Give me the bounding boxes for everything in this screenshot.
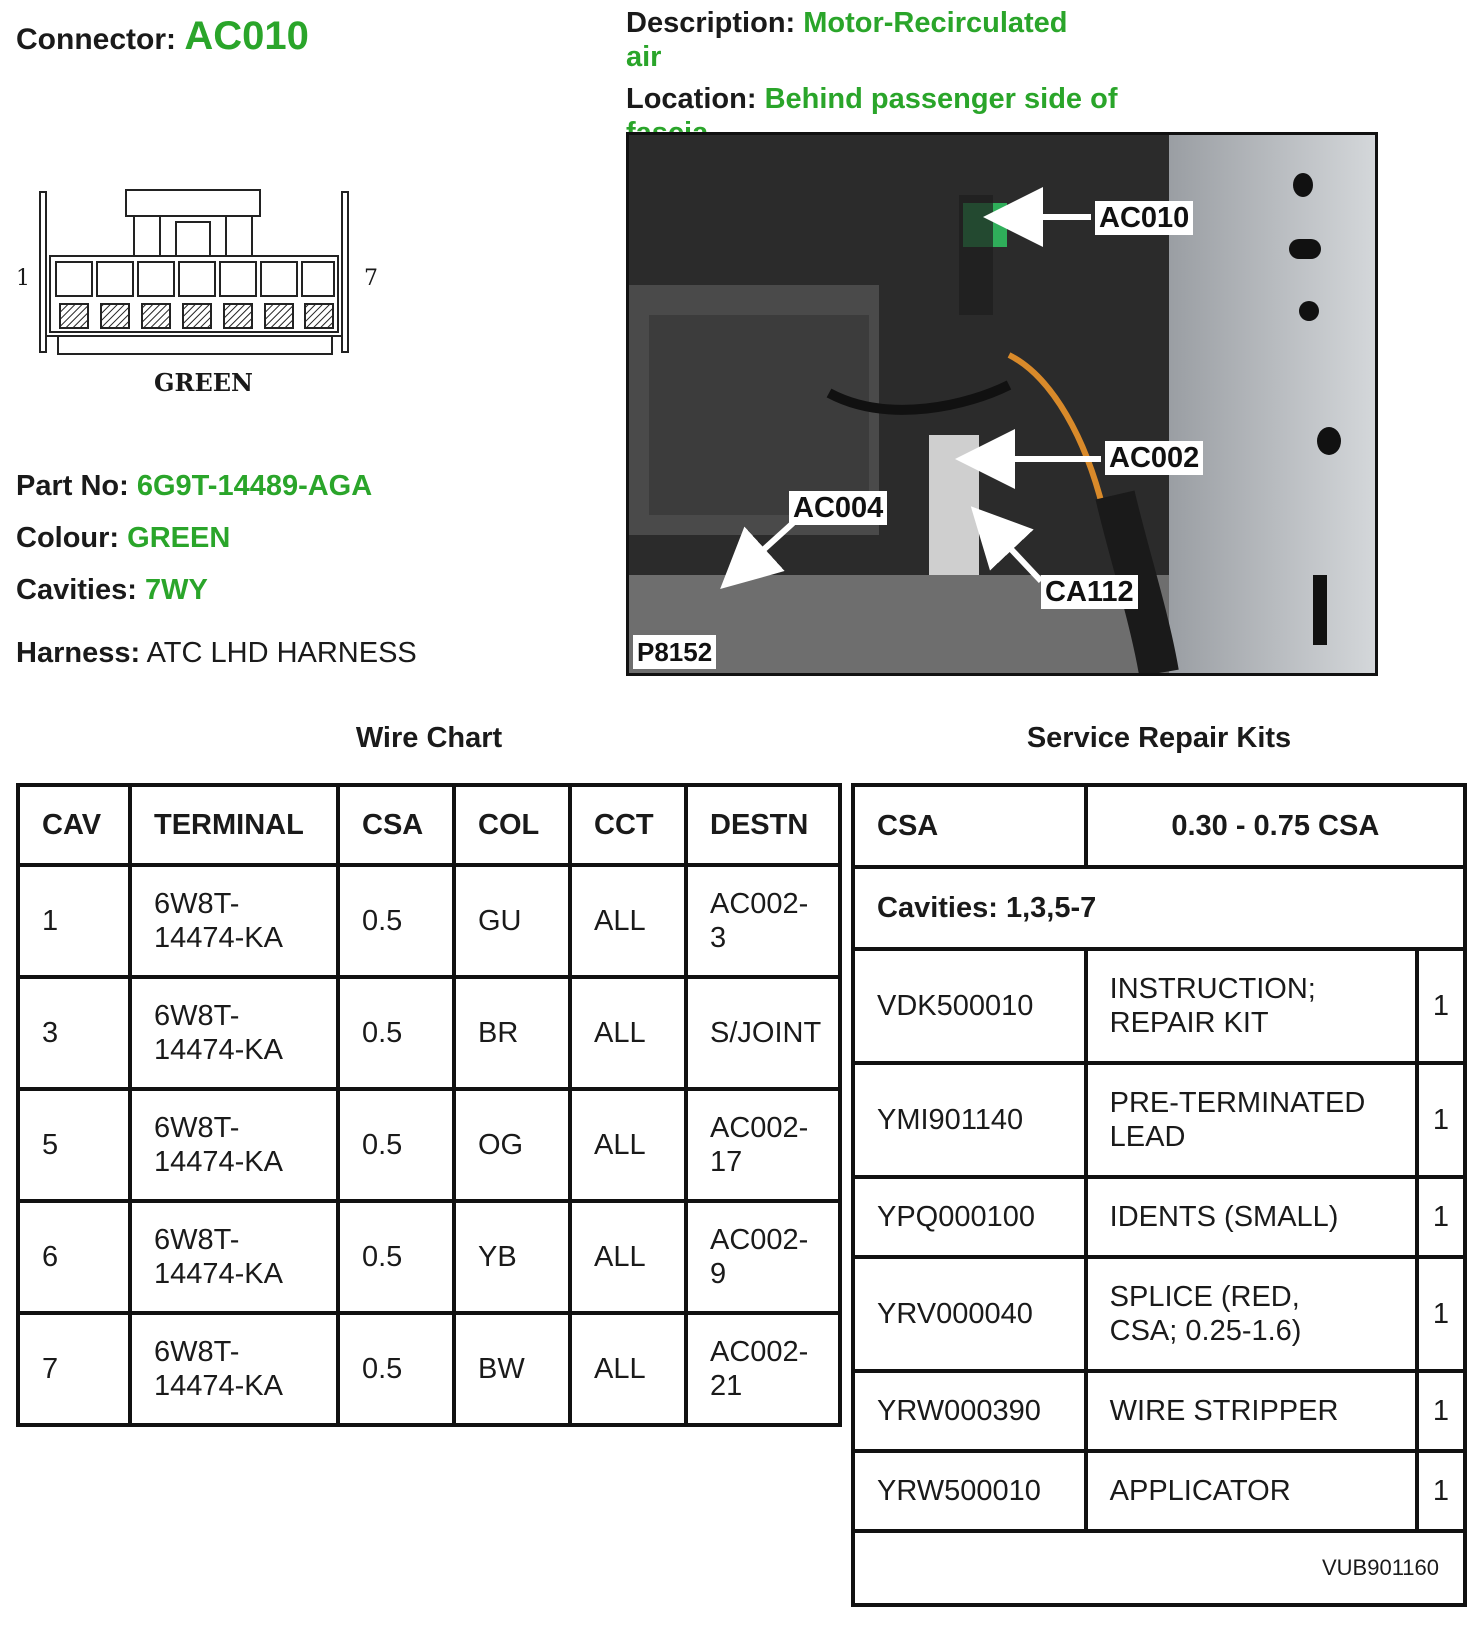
- connector-label: Connector:: [16, 23, 176, 56]
- cct-cell: ALL: [570, 1313, 686, 1425]
- cav-cell: 6: [18, 1201, 130, 1313]
- kit-desc: [1086, 1451, 1417, 1531]
- location-value: Behind passenger side of: [764, 83, 1118, 115]
- kit-qty: 1: [1417, 1257, 1465, 1371]
- destn-line: S/JOINT: [710, 1017, 822, 1049]
- cav-cell: 7: [18, 1313, 130, 1425]
- repair-kits-title: Service Repair Kits: [1026, 722, 1292, 754]
- harness-label: Harness:: [16, 637, 141, 669]
- terminal-cell: [130, 977, 338, 1089]
- kits-cavities: Cavities: 1,3,5-7: [853, 867, 1465, 949]
- callout-ca112: CA112: [1041, 575, 1138, 609]
- wire-chart-table: [16, 783, 842, 1427]
- terminal-line: 14474-KA: [154, 1034, 283, 1066]
- kit-desc-line: APPLICATOR: [1109, 1475, 1291, 1507]
- destn-line: AC002-: [710, 888, 809, 920]
- col-header-terminal: TERMINAL: [130, 785, 338, 865]
- kit-code: YPQ000100: [853, 1177, 1086, 1257]
- table-row: [18, 977, 840, 1089]
- connector-code: AC010: [184, 14, 309, 58]
- cavities-value: 7WY: [144, 574, 208, 606]
- col-cell: BR: [454, 977, 570, 1089]
- csa-cell: 0.5: [338, 865, 454, 977]
- cav-cell: 3: [18, 977, 130, 1089]
- repair-kits-table: [851, 783, 1467, 1607]
- kit-desc-line: REPAIR KIT: [1109, 1007, 1269, 1039]
- wire-chart-title: Wire Chart: [355, 722, 503, 754]
- kit-desc-line: CSA; 0.25-1.6): [1109, 1315, 1302, 1347]
- cavities-label: Cavities:: [16, 574, 137, 606]
- terminal-line: 14474-KA: [154, 922, 283, 954]
- kit-desc: [1086, 1371, 1417, 1451]
- cct-cell: ALL: [570, 1089, 686, 1201]
- cct-cell: ALL: [570, 1201, 686, 1313]
- terminal-line: 14474-KA: [154, 1146, 283, 1178]
- colour-label: Colour:: [16, 522, 120, 554]
- table-row: [18, 1089, 840, 1201]
- pin-label-left: 1: [16, 266, 30, 291]
- kit-code: YMI901140: [853, 1063, 1086, 1177]
- kits-csa-range: 0.30 - 0.75 CSA: [1086, 785, 1465, 867]
- kit-qty: 1: [1417, 1371, 1465, 1451]
- description-value: Motor-Recirculated: [803, 7, 1068, 39]
- destn-cell: [686, 1089, 840, 1201]
- kit-qty: 1: [1417, 1063, 1465, 1177]
- harness-row: [16, 637, 417, 670]
- connector-diagram: [16, 186, 396, 406]
- csa-cell: 0.5: [338, 977, 454, 1089]
- description-block: [626, 6, 1146, 150]
- terminal-line: 14474-KA: [154, 1370, 283, 1402]
- destn-cell: [686, 1201, 840, 1313]
- terminal-line: 6W8T-: [154, 1112, 240, 1144]
- colour-value: GREEN: [127, 522, 231, 554]
- callout-ac010: AC010: [1095, 201, 1193, 235]
- destn-cell: [686, 1313, 840, 1425]
- kit-code: YRW000390: [853, 1371, 1086, 1451]
- list-item: [853, 1371, 1465, 1451]
- col-cell: GU: [454, 865, 570, 977]
- kits-footer-row: [853, 1531, 1465, 1605]
- destn-cell: [686, 977, 840, 1089]
- harness-value: ATC LHD HARNESS: [146, 637, 417, 669]
- destn-line: AC002-: [710, 1336, 809, 1368]
- kit-desc: [1086, 1257, 1417, 1371]
- cct-cell: ALL: [570, 977, 686, 1089]
- table-row: [18, 1201, 840, 1313]
- terminal-line: 6W8T-: [154, 1000, 240, 1032]
- kit-desc-line: INSTRUCTION;: [1109, 973, 1316, 1005]
- terminal-line: 6W8T-: [154, 888, 240, 920]
- location-photo: [626, 132, 1378, 676]
- kit-desc-line: SPLICE (RED,: [1109, 1281, 1300, 1313]
- kits-csa-label: CSA: [853, 785, 1086, 867]
- kit-qty: 1: [1417, 1451, 1465, 1531]
- cav-cell: 5: [18, 1089, 130, 1201]
- terminal-line: 14474-KA: [154, 1258, 283, 1290]
- kit-code: YRW500010: [853, 1451, 1086, 1531]
- table-row: [18, 865, 840, 977]
- kits-cavities-row: [853, 867, 1465, 949]
- cavities-row: [16, 574, 208, 607]
- table-row: [18, 1313, 840, 1425]
- terminal-cell: [130, 1089, 338, 1201]
- location-label: Location:: [626, 83, 757, 115]
- col-header-csa: CSA: [338, 785, 454, 865]
- part-no-value: 6G9T-14489-AGA: [136, 470, 373, 502]
- terminal-cell: [130, 865, 338, 977]
- cct-cell: ALL: [570, 865, 686, 977]
- destn-cell: [686, 865, 840, 977]
- destn-line: 17: [710, 1146, 743, 1178]
- list-item: [853, 949, 1465, 1063]
- photo-illustration: [629, 135, 1375, 673]
- connector-heading: [16, 14, 309, 59]
- photo-ref: P8152: [633, 635, 716, 669]
- cav-cell: 1: [18, 865, 130, 977]
- destn-line: 21: [710, 1370, 743, 1402]
- pin-label-right: 7: [364, 266, 378, 291]
- colour-row: [16, 522, 230, 555]
- callout-ac004: AC004: [789, 491, 887, 525]
- kit-desc: [1086, 949, 1417, 1063]
- description-label: Description:: [626, 7, 796, 39]
- list-item: [853, 1451, 1465, 1531]
- terminal-line: 6W8T-: [154, 1336, 240, 1368]
- terminal-cell: [130, 1201, 338, 1313]
- destn-line: AC002-: [710, 1112, 809, 1144]
- kit-code: YRV000040: [853, 1257, 1086, 1371]
- kit-desc-line: LEAD: [1109, 1121, 1186, 1153]
- col-cell: YB: [454, 1201, 570, 1313]
- kits-csa-row: [853, 785, 1465, 867]
- list-item: [853, 1257, 1465, 1371]
- col-cell: BW: [454, 1313, 570, 1425]
- part-no-label: Part No:: [16, 470, 129, 502]
- part-no-row: [16, 470, 372, 503]
- kit-qty: 1: [1417, 949, 1465, 1063]
- kit-code: VDK500010: [853, 949, 1086, 1063]
- list-item: [853, 1063, 1465, 1177]
- list-item: [853, 1177, 1465, 1257]
- kit-desc-line: WIRE STRIPPER: [1109, 1395, 1339, 1427]
- col-header-cav: CAV: [18, 785, 130, 865]
- kit-footer-code: VUB901160: [853, 1531, 1465, 1605]
- description-value-cont: air: [626, 41, 662, 73]
- csa-cell: 0.5: [338, 1089, 454, 1201]
- destn-line: 9: [710, 1258, 727, 1290]
- col-header-destn: DESTN: [686, 785, 840, 865]
- callout-ac002: AC002: [1105, 441, 1203, 475]
- col-header-col: COL: [454, 785, 570, 865]
- col-header-cct: CCT: [570, 785, 686, 865]
- terminal-cell: [130, 1313, 338, 1425]
- kit-qty: 1: [1417, 1177, 1465, 1257]
- terminal-line: 6W8T-: [154, 1224, 240, 1256]
- csa-cell: 0.5: [338, 1313, 454, 1425]
- kit-desc-line: IDENTS (SMALL): [1109, 1201, 1339, 1233]
- kit-desc-line: PRE-TERMINATED: [1109, 1087, 1366, 1119]
- kit-desc: [1086, 1063, 1417, 1177]
- col-cell: OG: [454, 1089, 570, 1201]
- wire-chart-header-row: [18, 785, 840, 865]
- diagram-colour-label: GREEN: [154, 368, 253, 397]
- csa-cell: 0.5: [338, 1201, 454, 1313]
- kit-desc: [1086, 1177, 1417, 1257]
- destn-line: 3: [710, 922, 727, 954]
- destn-line: AC002-: [710, 1224, 809, 1256]
